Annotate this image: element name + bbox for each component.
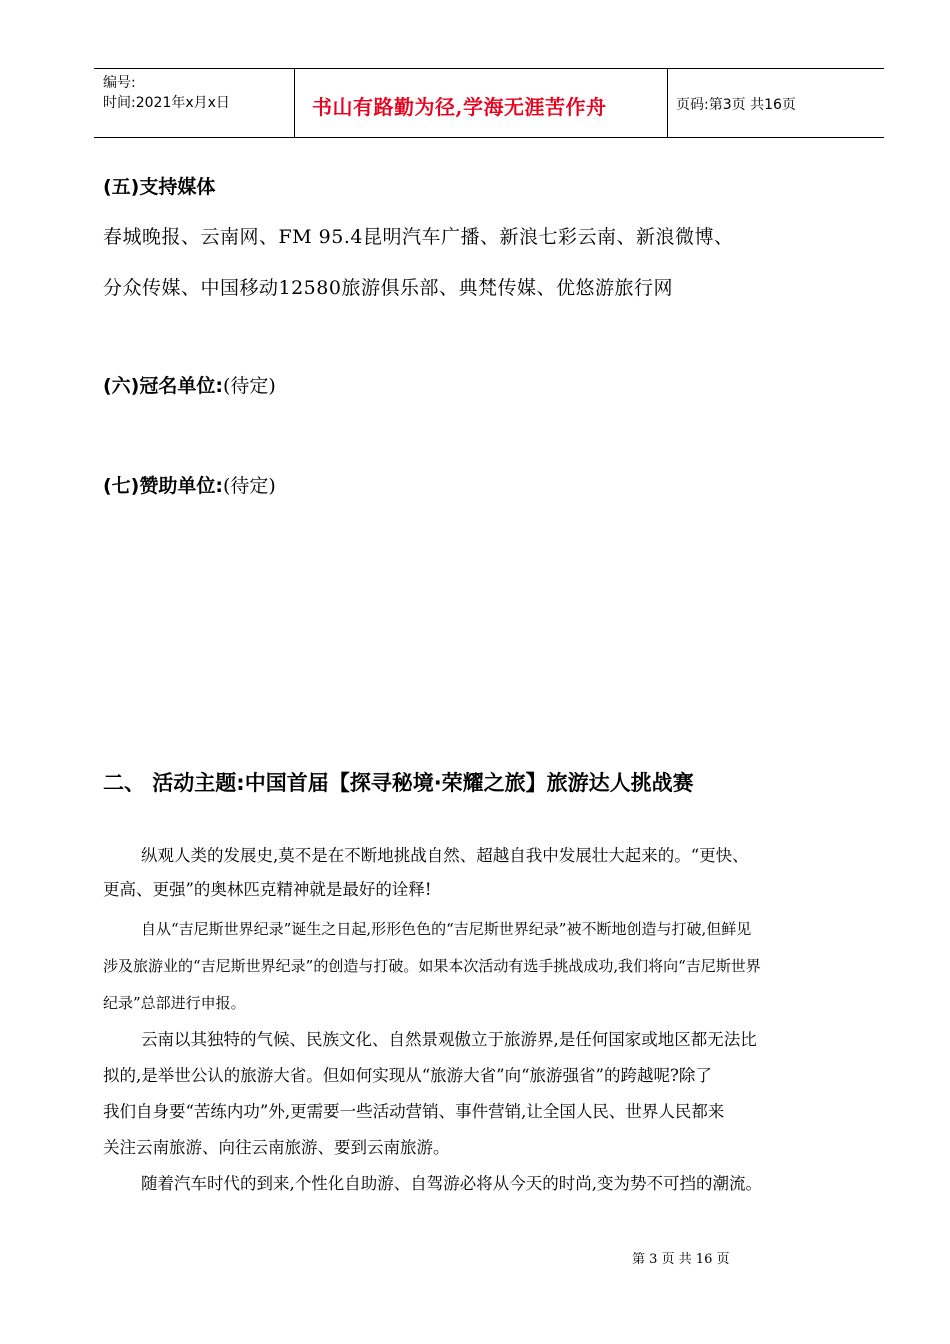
paragraph-line: 云南以其独特的气候、民族文化、自然景观傲立于旅游界,是任何国家或地区都无法比 — [141, 1030, 757, 1049]
media-line: 分众传媒、中国移动12580旅游俱乐部、典梵传媒、优悠游旅行网 — [103, 277, 673, 299]
paragraph-line: 纵观人类的发展史,莫不是在不断地挑战自然、超越自我中发展壮大起来的。“更快、 — [141, 846, 749, 865]
section-title-title-sponsor — [103, 371, 276, 398]
paragraph-line: 自从“吉尼斯世界纪录”诞生之日起,形形色色的“吉尼斯世界纪录”被不断地创造与打破,但鲜见 — [141, 920, 752, 938]
header-page-cell — [668, 69, 884, 137]
header-meta — [94, 69, 295, 137]
paragraph-line: 纪录”总部进行申报。 — [103, 994, 246, 1012]
paragraph-line: 我们自身要“苦练内功”外,更需要一些活动营销、事件营销,让全国人民、世界人民都来 — [103, 1102, 725, 1121]
paragraph-line: 更高、更强”的奥林匹克精神就是最好的诠释! — [103, 880, 432, 899]
section-note: (待定) — [222, 375, 276, 397]
section-title-text: (六)冠名单位: — [103, 375, 223, 397]
serial-label: 编号: — [103, 75, 136, 91]
header-page-info: 页码:第3页 共16页 — [676, 97, 796, 113]
page-header — [94, 68, 884, 138]
section-title-text: (七)赞助单位: — [103, 475, 223, 497]
theme-heading: 二、 活动主题:中国首届【探寻秘境·荣耀之旅】旅游达人挑战赛 — [103, 771, 694, 795]
paragraph-line: 随着汽车时代的到来,个性化自助游、自驾游必将从今天的时尚,变为势不可挡的潮流。 — [141, 1174, 762, 1193]
media-line: 春城晚报、云南网、FM 95.4昆明汽车广播、新浪七彩云南、新浪微博、 — [103, 226, 734, 248]
header-motto: 书山有路勤为径,学海无涯苦作舟 — [312, 95, 607, 119]
paragraph-line: 拟的,是举世公认的旅游大省。但如何实现从“旅游大省”向“旅游强省”的跨越呢?除了 — [103, 1066, 712, 1085]
paragraph-line: 关注云南旅游、向往云南旅游、要到云南旅游。 — [103, 1138, 450, 1157]
time-label: 时间:2021年x月x日 — [103, 95, 230, 111]
page-footer: 第 3 页 共 16 页 — [632, 1252, 730, 1267]
section-title-media: (五)支持媒体 — [103, 176, 216, 198]
section-title-sponsor — [103, 471, 276, 498]
paragraph-line: 涉及旅游业的“吉尼斯世界纪录”的创造与打破。如果本次活动有选手挑战成功,我们将向“吉尼斯世界 — [103, 957, 761, 975]
section-note: (待定) — [222, 475, 276, 497]
header-motto-cell — [295, 69, 668, 137]
